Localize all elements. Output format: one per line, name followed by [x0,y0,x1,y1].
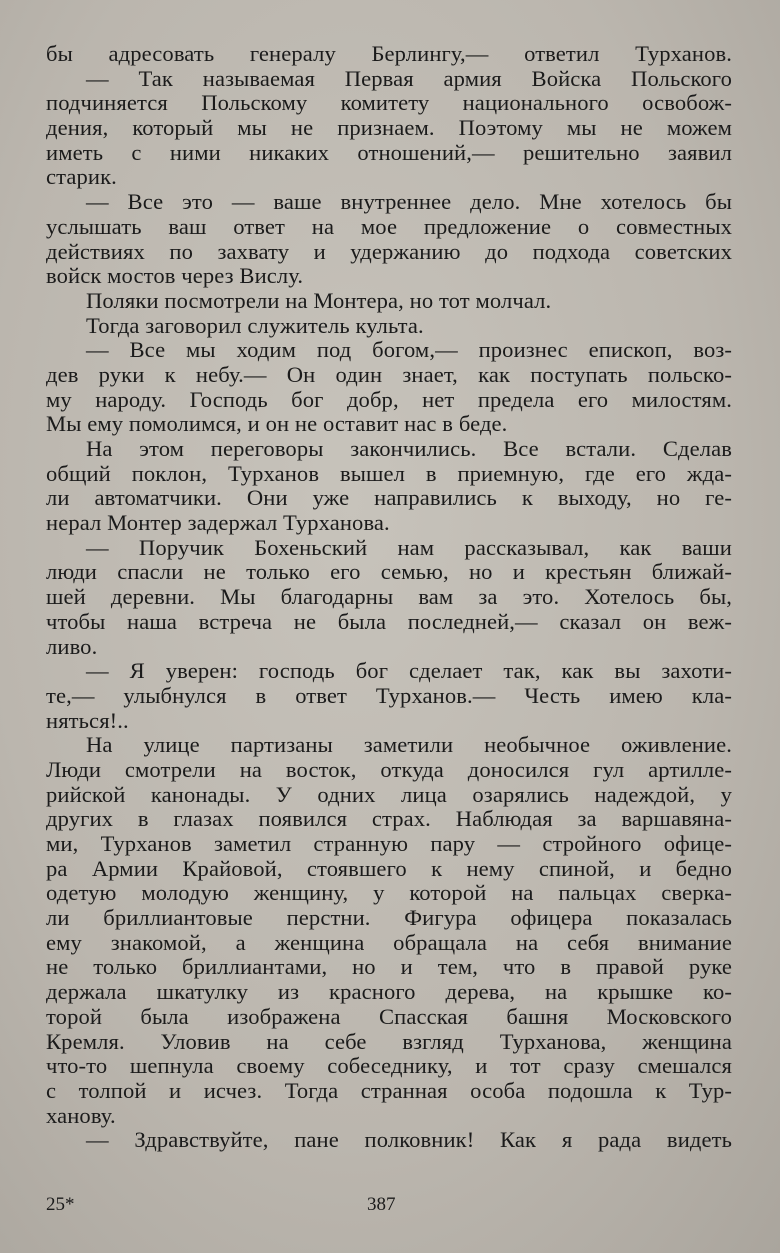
text-line: общий поклон, Турханов вышел в приемную, где его жда- [46,461,732,486]
text-line: — Все мы ходим под богом,— произнес епископ, воз- [86,338,732,363]
text-line: с толпой и исчез. Тогда странная особа подошла к Тур- [46,1078,732,1103]
text-line: действиях по захвату и удержанию до подхода советских [46,239,732,264]
text-line: ми, Турханов заметил странную пару — стройного офице- [46,832,732,856]
text-line: нерал Монтер задержал Турханова. [46,511,390,536]
text-line: рийской канонады. У одних лица озарялись надеждой, у [46,782,732,807]
text-line: те,— улыбнулся в ответ Турханов.— Честь имею кла- [46,683,732,708]
signature-mark: 25* [46,1194,75,1215]
text-line: дев руки к небу.— Он один знает, как поступать польско- [46,362,732,387]
text-line: Кремля. Уловив на себе взгляд Турханова, женщина [46,1029,732,1054]
text-line: На улице партизаны заметили необычное оживление. [86,733,732,758]
text-line: люди спасли не только его семью, но и крестьян ближай- [46,560,732,585]
text-line: держала шкатулку из красного дерева, на крышке ко- [46,980,732,1005]
text-line: иметь с ними никаких отношений,— решительно заявил [46,140,732,165]
text-line: ливо. [46,634,98,659]
body-text [46,42,732,1153]
page-number: 387 [367,1194,396,1215]
text-line: чтобы наша встреча не была последней,— сказал он веж- [46,609,732,634]
text-line: не только бриллиантами, но и тем, что в правой руке [46,955,732,980]
text-line: Поляки посмотрели на Монтера, но тот молчал. [86,288,552,313]
text-line: — Я уверен: господь бог сделает так, как вы захоти- [86,659,732,684]
text-line: ханову. [46,1103,116,1128]
text-line: бы адресовать генералу Берлингу,— ответил Турханов. [46,42,732,66]
text-line: дения, который мы не признаем. Поэтому мы не можем [46,116,732,141]
text-line: торой была изображена Спасская башня Московского [46,1004,732,1029]
text-line: войск мостов через Вислу. [46,264,304,289]
text-line: — Так называемая Первая армия Войска Польского [86,66,732,91]
text-line: ему знакомой, а женщина обращала на себя внимание [46,930,732,955]
text-line: му народу. Господь бог добр, нет предела его милостям. [46,387,732,412]
text-line: ра Армии Крайовой, стоявшего к нему спиной, и бедно [46,856,732,881]
text-line: что-то шепнула своему собеседнику, и тот сразу смешался [46,1054,732,1079]
text-line: няться!.. [46,708,129,733]
text-line: — Все это — ваше внутреннее дело. Мне хотелось бы [86,190,732,215]
text-line: Люди смотрели на восток, откуда доносился гул артилле- [46,757,732,782]
text-line: Мы ему помолимся, и он не оставит нас в беде. [46,412,508,437]
text-line: одетую молодую женщину, у которой на пальцах сверка- [46,881,732,906]
text-line: — Здравствуйте, пане полковник! Как я рада видеть [86,1128,732,1153]
text-line: старик. [46,165,117,190]
text-line: ли бриллиантовые перстни. Фигура офицера показалась [46,906,732,931]
text-line: услышать ваш ответ на мое предложение о совместных [46,214,732,239]
text-line: На этом переговоры закончились. Все встали. Сделав [86,437,732,461]
text-line: Тогда заговорил служитель культа. [86,313,424,338]
text-line: подчиняется Польскому комитету национального освобож- [46,91,732,116]
text-line: других в глазах появился страх. Наблюдая за варшавяна- [46,807,732,832]
text-line: шей деревни. Мы благодарны вам за это. Хотелось бы, [46,585,732,610]
text-line: — Поручик Бохеньский нам рассказывал, как ваши [86,535,732,560]
text-line: ли автоматчики. Они уже направились к выходу, но ге- [46,486,732,511]
